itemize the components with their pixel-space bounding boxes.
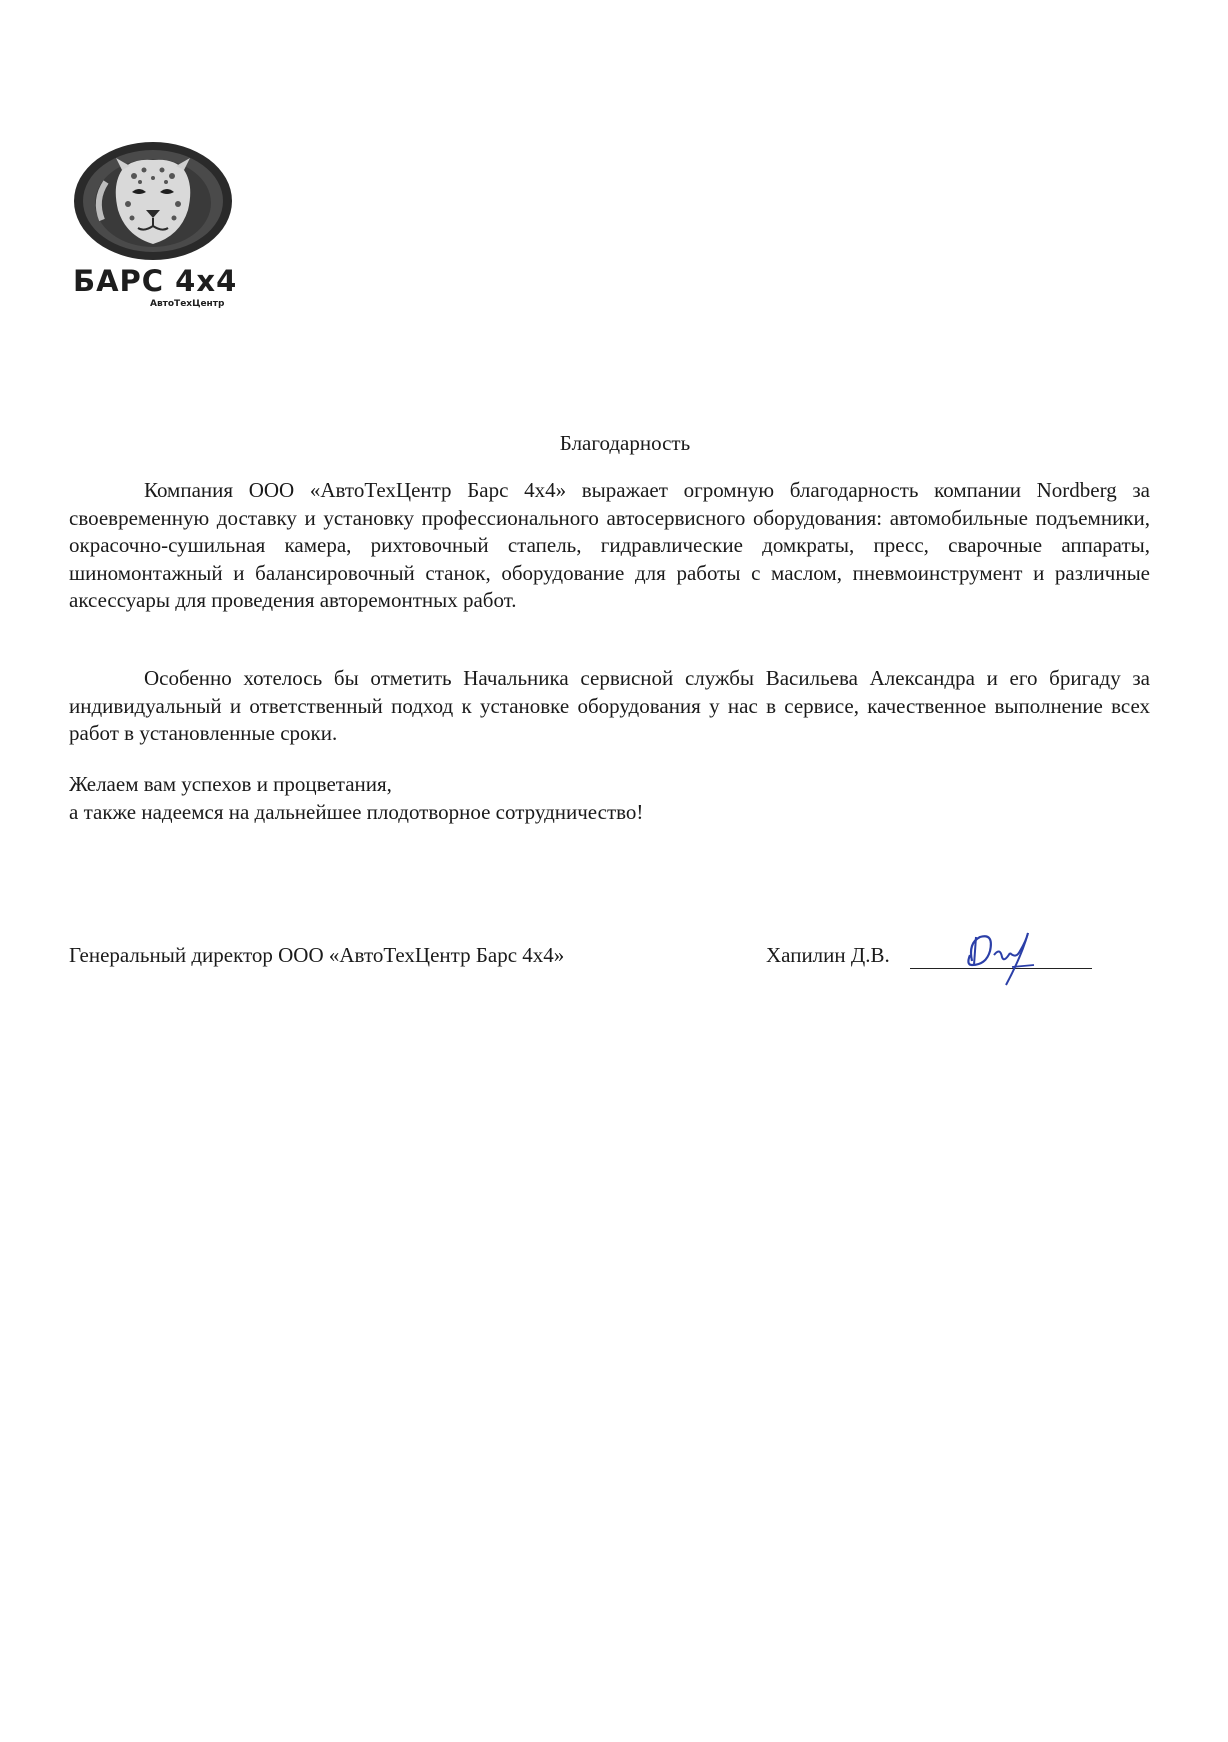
signatory-name: Хапилин Д.В. — [766, 943, 890, 967]
closing-line-2: а также надеемся на дальнейшее плодотворное сотрудничество! — [69, 800, 644, 824]
letter-title: Благодарность — [559, 431, 691, 455]
handwritten-signature — [950, 915, 1070, 995]
logo-subtitle: АвтоТехЦентр — [150, 299, 225, 309]
leopard-emblem-icon — [72, 140, 234, 262]
paragraph-2: Особенно хотелось бы отметить Начальника сервисной службы Васильева Александра и его бригаду за индивидуальный и ответственный подход к установке оборудования у нас в сервисе, качественное выполнение всех работ в установленные сроки. — [69, 666, 1150, 745]
paragraph-1: Компания ООО «АвтоТехЦентр Барс 4х4» выражает огромную благодарность компании Nordberg за своевременную доставку и установку профессионального автосервисного оборудования: автомобильные подъемники, окрасочно-сушильная камера, рихтовочный стапель, гидравлические домкраты, пресс, сварочные аппараты, шиномонтажный и балансировочный станок, оборудование для работы с маслом, пневмоинструмент и различные аксессуары для проведения авторемонтных работ. — [69, 478, 1150, 612]
company-logo — [70, 140, 250, 315]
logo-name: БАРС 4x4 — [73, 264, 238, 298]
closing — [69, 770, 643, 826]
signatory-position: Генеральный директор ООО «АвтоТехЦентр Барс 4х4» — [69, 943, 565, 967]
closing-line-1: Желаем вам успехов и процветания, — [69, 772, 392, 796]
